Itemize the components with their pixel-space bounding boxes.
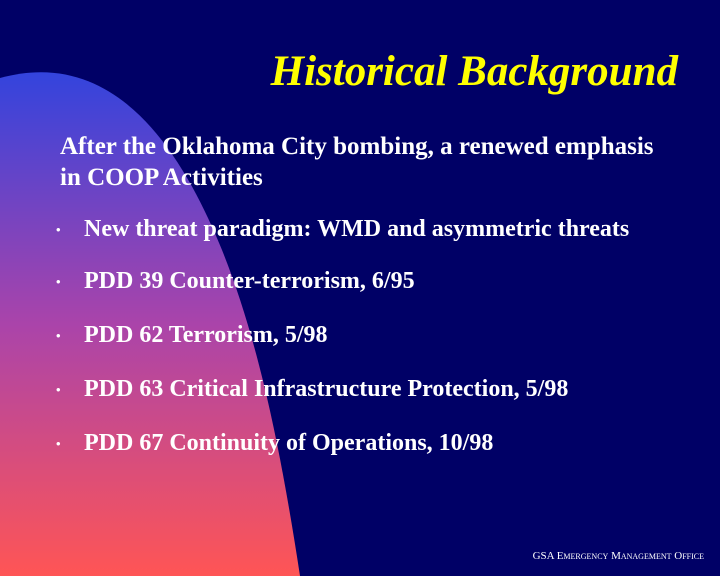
slide-title: Historical Background xyxy=(270,48,678,95)
bullet-item xyxy=(56,321,696,350)
bullet-item xyxy=(56,267,696,296)
bullet-item xyxy=(56,215,696,244)
bullet-text: New threat paradigm: WMD and asymmetric threats xyxy=(84,216,630,242)
bullet-icon: • xyxy=(56,222,61,237)
bullet-icon: • xyxy=(56,274,61,290)
bullet-text: PDD 63 Critical Infrastructure Protection, 5/98 xyxy=(84,376,569,403)
bullet-icon: • xyxy=(56,328,61,344)
bullet-list xyxy=(56,215,696,458)
bullet-icon: • xyxy=(56,382,61,398)
bullet-icon: • xyxy=(56,436,61,452)
bullet-text: PDD 39 Counter-terrorism, 6/95 xyxy=(84,268,415,295)
bullet-item xyxy=(56,375,696,404)
footer-organization: GSA Emergency Management Office xyxy=(532,550,704,562)
intro-text: After the Oklahoma City bombing, a renewed emphasis in COOP Activities xyxy=(60,133,654,191)
bullet-text: PDD 62 Terrorism, 5/98 xyxy=(84,322,328,349)
bullet-text: PDD 67 Continuity of Operations, 10/98 xyxy=(84,430,494,457)
bullet-item xyxy=(56,429,696,458)
